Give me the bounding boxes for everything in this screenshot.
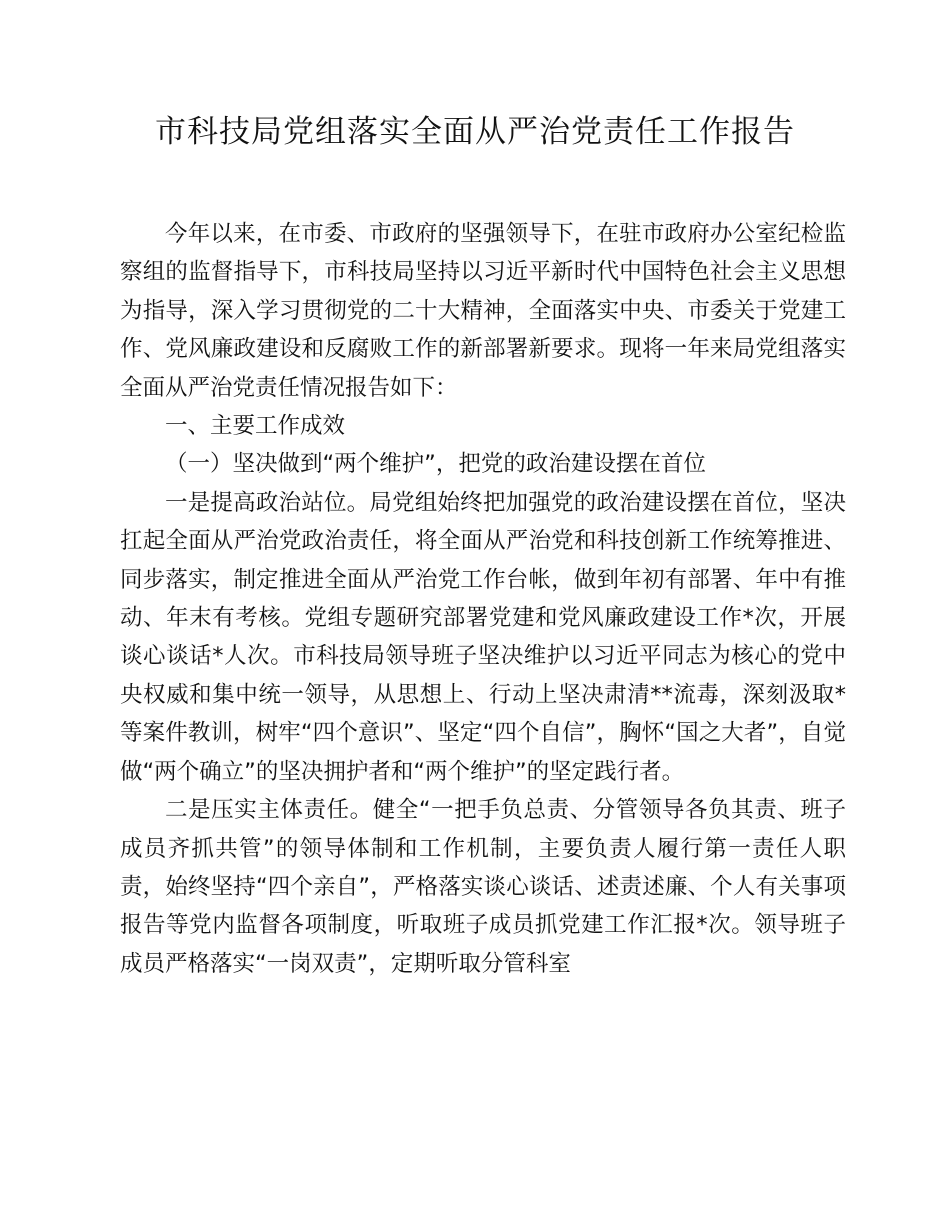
subsection-heading: （一）坚决做到“两个维护”，把党的政治建设摆在首位: [165, 451, 706, 478]
document-title: 市科技局党组落实全面从严治党责任工作报告: [155, 114, 795, 150]
document-body: [120, 215, 846, 983]
body-paragraph-1: 一是提高政治站位。局党组始终把加强党的政治建设摆在首位，坚决扛起全面从严治党政治责任，将全面从严治党和科技创新工作统筹推进、同步落实，制定推进全面从严治党工作台帐，做到年初有部署、年中有推动、年末有考核。党组专题研究部署党建和党风廉政建设工作*次，开展谈心谈话*人次。市科技局领导班子坚决维护以习近平同志为核心的党中央权威和集中统一领导，从思想上、行动上坚决肃清**流毒，深刻汲取*等案件教训，树牢“四个意识”、坚定“四个自信”，胸怀“国之大者”，自觉做“两个确立”的坚决拥护者和“两个维护”的坚定践行者。: [120, 489, 846, 785]
intro-paragraph: 今年以来，在市委、市政府的坚强领导下，在驻市政府办公室纪检监察组的监督指导下，市科技局坚持以习近平新时代中国特色社会主义思想为指导，深入学习贯彻党的二十大精神，全面落实中央、市委关于党建工作、党风廉政建设和反腐败工作的新部署新要求。现将一年来局党组落实全面从严治党责任情况报告如下：: [120, 221, 846, 401]
section-heading: 一、主要工作成效: [165, 413, 346, 440]
body-paragraph-2: 二是压实主体责任。健全“一把手负总责、分管领导各负其责、班子成员齐抓共管”的领导体制和工作机制，主要负责人履行第一责任人职责，始终坚持“四个亲自”，严格落实谈心谈话、述责述廉、个人有关事项报告等党内监督各项制度，听取班子成员抓党建工作汇报*次。领导班子成员严格落实“一岗双责”，定期听取分管科室: [120, 797, 846, 977]
